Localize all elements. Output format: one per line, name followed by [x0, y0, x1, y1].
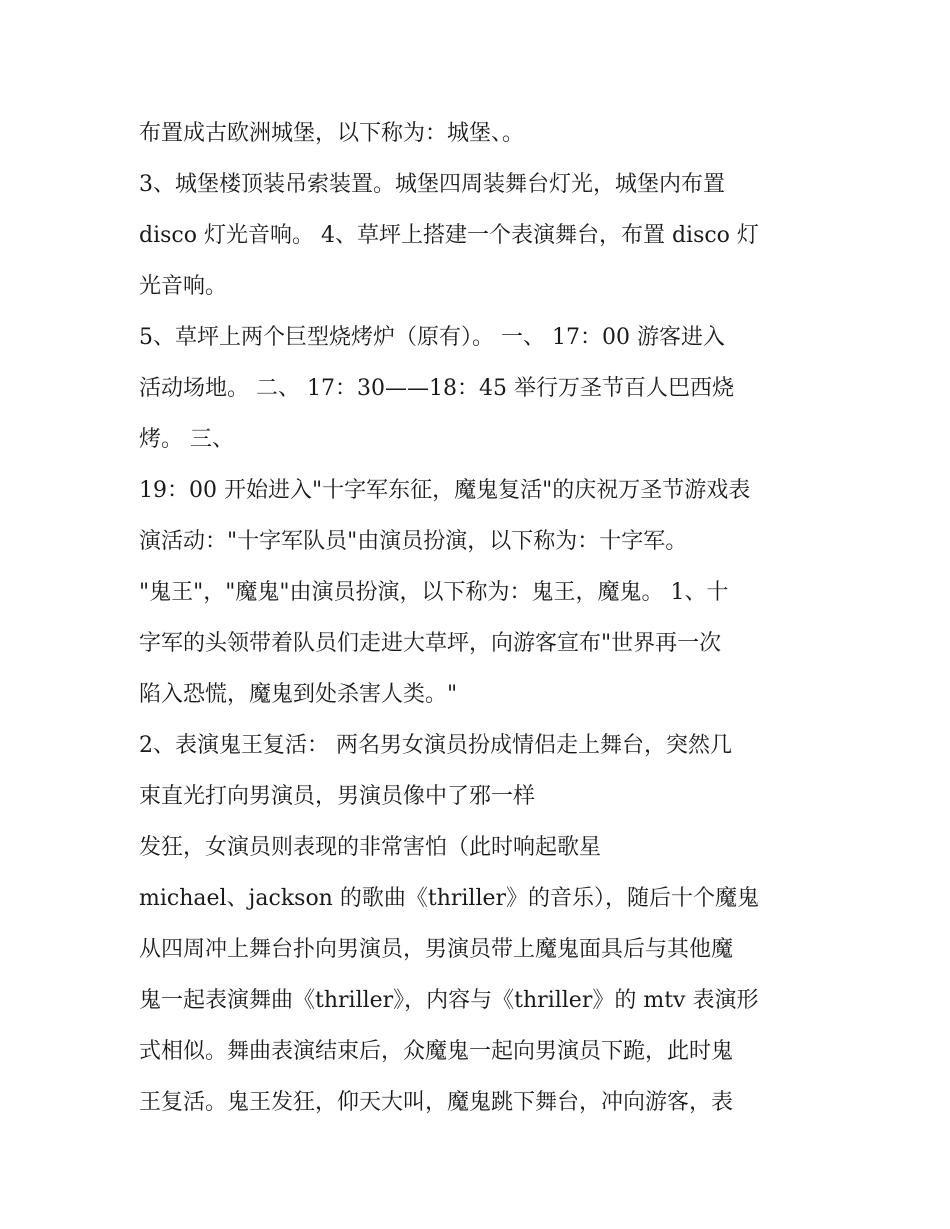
text-line: 发狂，女演员则表现的非常害怕（此时响起歌星 [139, 835, 602, 860]
text-line: 陷入恐慌，魔鬼到处杀害人类。" [139, 682, 458, 707]
text-line: 字军的头领带着队员们走进大草坪，向游客宣布"世界再一次 [139, 631, 722, 656]
text-line: 式相似。舞曲表演结束后，众魔鬼一起向男演员下跪，此时鬼 [139, 1039, 734, 1064]
text-line: 烤。 三、 [139, 427, 234, 452]
text-line: "鬼王"，"魔鬼"由演员扮演，以下称为：鬼王，魔鬼。 1、十 [139, 580, 729, 605]
text-line: 3、城堡楼顶装吊索装置。城堡四周装舞台灯光，城堡内布置 [139, 172, 725, 197]
text-line: 束直光打向男演员，男演员像中了邪一样 [139, 784, 536, 809]
text-line: 从四周冲上舞台扑向男演员，男演员带上魔鬼面具后与其他魔 [139, 937, 734, 962]
text-line: 演活动："十字军队员"由演员扮演，以下称为：十字军。 [139, 529, 688, 554]
text-line: 光音响。 [139, 274, 228, 299]
text-line: 19：00 开始进入"十字军东征，魔鬼复活"的庆祝万圣节游戏表 [139, 478, 751, 503]
text-line: disco 灯光音响。 4、草坪上搭建一个表演舞台，布置 disco 灯 [139, 223, 759, 248]
text-line: 2、表演鬼王复活： 两名男女演员扮成情侣走上舞台，突然几 [139, 733, 732, 758]
document-body [139, 108, 819, 1128]
text-line: 布置成古欧洲城堡，以下称为：城堡、。 [139, 121, 525, 146]
text-line: 5、草坪上两个巨型烧烤炉（原有）。 一、 17：00 游客进入 [139, 325, 725, 350]
text-line: 鬼一起表演舞曲《thriller》，内容与《thriller》的 mtv 表演形 [139, 988, 759, 1013]
text-line: 活动场地。 二、 17：30——18：45 举行万圣节百人巴西烧 [139, 376, 734, 401]
text-line: 王复活。鬼王发狂，仰天大叫，魔鬼跳下舞台，冲向游客，表 [139, 1090, 734, 1115]
text-line: michael、jackson 的歌曲《thriller》的音乐），随后十个魔鬼 [139, 886, 760, 911]
